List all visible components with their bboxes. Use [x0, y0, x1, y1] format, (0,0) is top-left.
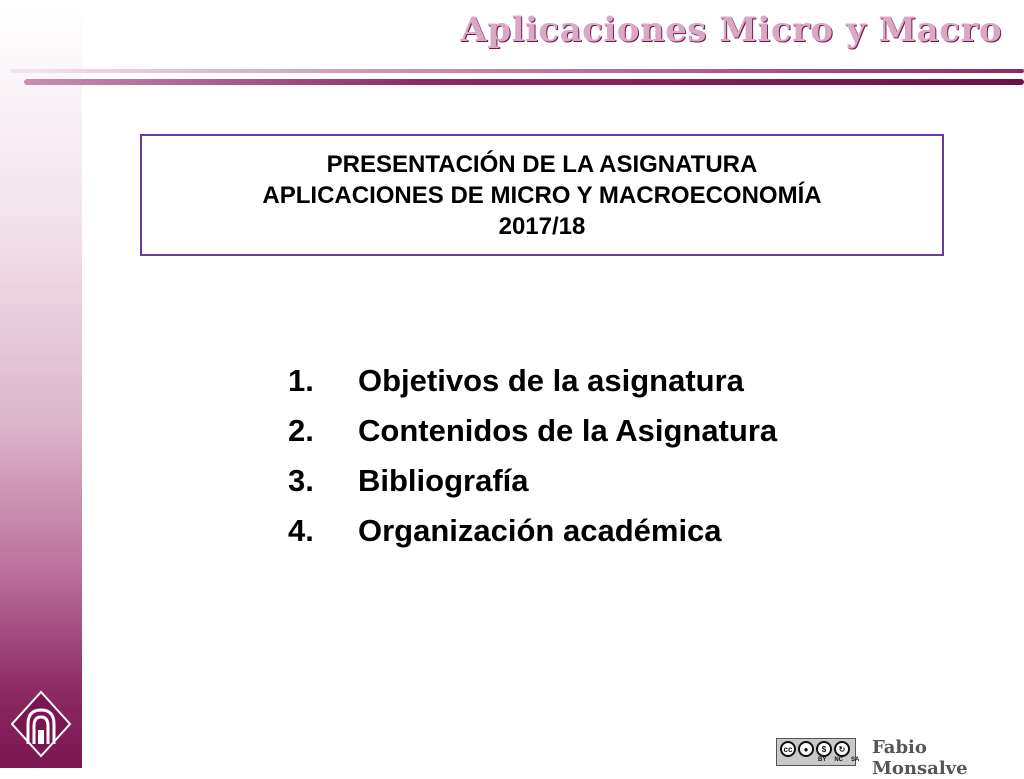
header-rule-top — [10, 69, 1024, 73]
toc-item-number: 3. — [288, 463, 314, 498]
sharealike-icon: ↻ — [834, 741, 850, 757]
title-line-1: PRESENTACIÓN DE LA ASIGNATURA — [326, 150, 758, 178]
toc-item-number: 2. — [288, 413, 314, 448]
toc-item-label: Organización académica — [358, 513, 722, 548]
cc-icon: cc — [780, 741, 796, 757]
toc-item-number: 4. — [288, 513, 314, 548]
toc-item — [288, 412, 777, 462]
cc-label: BY — [818, 757, 827, 763]
toc-item — [288, 462, 777, 512]
toc-item-label: Contenidos de la Asignatura — [358, 413, 778, 448]
attribution-icon: ● — [798, 741, 814, 757]
header-title: Aplicaciones Micro y Macro — [460, 10, 1002, 50]
title-line-2: APLICACIONES DE MICRO Y MACROECONOMÍA — [262, 181, 822, 209]
left-gradient-band — [0, 0, 82, 768]
header-rule-bottom — [24, 79, 1024, 85]
toc-item — [288, 512, 777, 562]
noncommercial-icon: $ — [816, 741, 832, 757]
author-name: Fabio Monsalve — [872, 737, 968, 779]
university-logo-icon — [10, 690, 72, 758]
toc-item — [288, 362, 777, 412]
table-of-contents — [288, 362, 777, 562]
cc-label: SA — [851, 757, 860, 763]
toc-item-label: Objetivos de la asignatura — [358, 363, 744, 398]
title-box — [140, 134, 944, 256]
cc-label: NC — [834, 757, 844, 763]
cc-license-labels — [818, 757, 859, 763]
title-line-3: 2017/18 — [498, 212, 586, 240]
toc-item-number: 1. — [288, 363, 314, 398]
toc-item-label: Bibliografía — [358, 463, 529, 498]
